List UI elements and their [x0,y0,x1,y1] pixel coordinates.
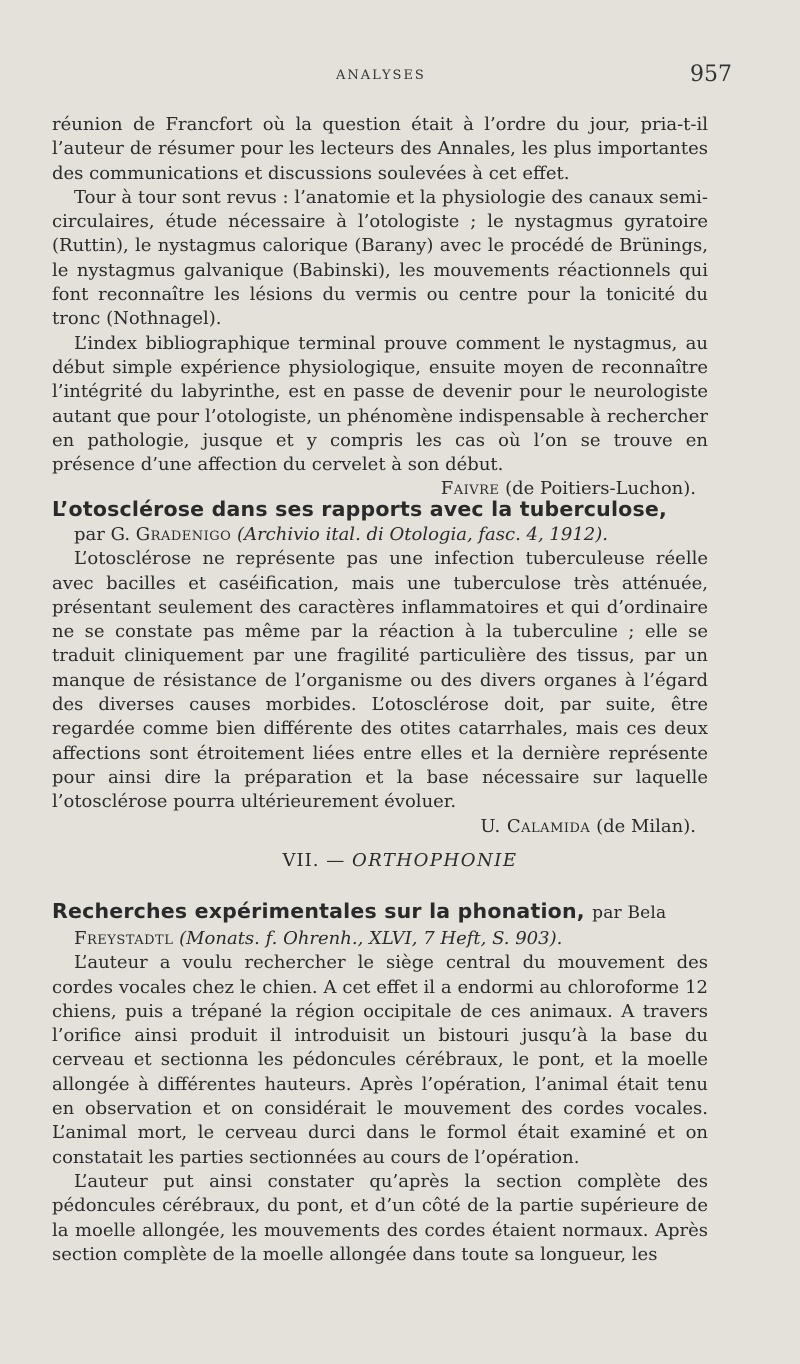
byline-prefix: par G. [74,524,131,545]
byline [52,927,708,951]
section-title: ORTHOPHONIE [351,850,518,871]
citation: (Archivio ital. di Otologia, fasc. 4, 1912). [237,524,608,545]
byline [52,523,708,547]
article-phonation [52,898,708,1267]
signature-name: U. Calamida [480,815,591,837]
signature-name: Faivre [440,478,500,500]
citation: (Monats. f. Ohrenh., XLVI, 7 Heft, S. 903). [179,928,563,949]
paragraph: réunion de Francfort où la question était à l’ordre du jour, pria-t-il l’auteur de résumer pour les lecteurs des Annales, les plus importantes des communications et discussions soulevées à cet effet. [52,114,708,184]
section-number: VII. — [282,850,346,871]
signature [52,815,708,839]
article-title-text: Recherches expérimentales sur la phonation, [52,899,585,923]
article-otosclerose [52,496,708,839]
article-title [52,898,708,927]
byline-prefix: par Bela [592,903,667,923]
paragraph: Tour à tour sont revus : l’anatomie et la physiologie des canaux semi-circulaires, étude nécessaire à l’otologiste ; le nystagmus gyratoire (Ruttin), le nystagmus calorique (Barany) avec le procédé de Brünings, le nystagmus galvanique (Babinski), les mouvements réactionnels qui font reconnaître les lésions du vermis ou centre pour la tonicité du tronc (Nothnagel). [52,186,708,330]
paragraph: L’auteur put ainsi constater qu’après la section complète des pédoncules cérébraux, du pont, et d’un côté de la partie supérieure de la moelle allongée, les mouvements des cordes étaient normaux. Après section complète de la moelle allongée dans toute sa longueur, les [52,1170,708,1265]
running-title: ANALYSES [336,68,426,83]
running-head [0,60,800,90]
section-heading [0,850,800,871]
article-title: L’otosclérose dans ses rapports avec la tuberculose, [52,497,667,521]
paragraph: L’otosclérose ne représente pas une infection tuberculeuse réelle avec bacilles et caséification, mais une tuberculose très atténuée, présentant seulement des caractères inflammatoires et qui d’ordinaire ne se constate pas même par la réaction à la tuberculine ; elle se traduit cliniquement par une fragilité particulière des tissus, par un manque de résistance de l’organisme ou des divers organes à l’égard des diverses causes morbides. L’otosclérose doit, par suite, être regardée comme bien différente des otites catarrhales, mais ces deux affections sont étroitement liées entre elles et la dernière représente pour ainsi dire la préparation et la base nécessaire sur laquelle l’otosclérose pourra ultérieurement évoluer. [52,548,708,813]
signature-place: (de Poitiers-Luchon). [505,478,696,500]
paragraph: L’index bibliographique terminal prouve comment le nystagmus, au début simple expérience physiologique, ensuite moyen de reconnaître l’intégrité du labyrinthe, est en passe de devenir pour le neurologiste autant que pour l’otologiste, un phénomène indispensable à rechercher en pathologie, jusque et y compris les cas où l’on se trouve en présence d’une affection du cervelet à son début. [52,332,708,476]
page-number: 957 [690,62,732,87]
author-name: Freystadtl [74,928,174,949]
author-name: Gradenigo [135,524,232,545]
article-nystagmus [52,113,708,502]
paragraph: L’auteur a voulu rechercher le siège central du mouvement des cordes vocales chez le chien. A cet effet il a endormi au chloroforme 12 chiens, puis a trépané la région occipitale de ces animaux. A travers l’orifice ainsi produit il introduisit un bistouri jusqu’à la base du cerveau et sectionna les pédoncules cérébraux, le pont, et la moelle allongée à différentes hauteurs. Après l’opération, l’animal était tenu en observation et on considérait le mouvement des cordes vocales. L’animal mort, le cerveau durci dans le formol était examiné et on constatait les parties sectionnées au cours de l’opération. [52,952,708,1168]
signature-place: (de Milan). [596,815,696,837]
